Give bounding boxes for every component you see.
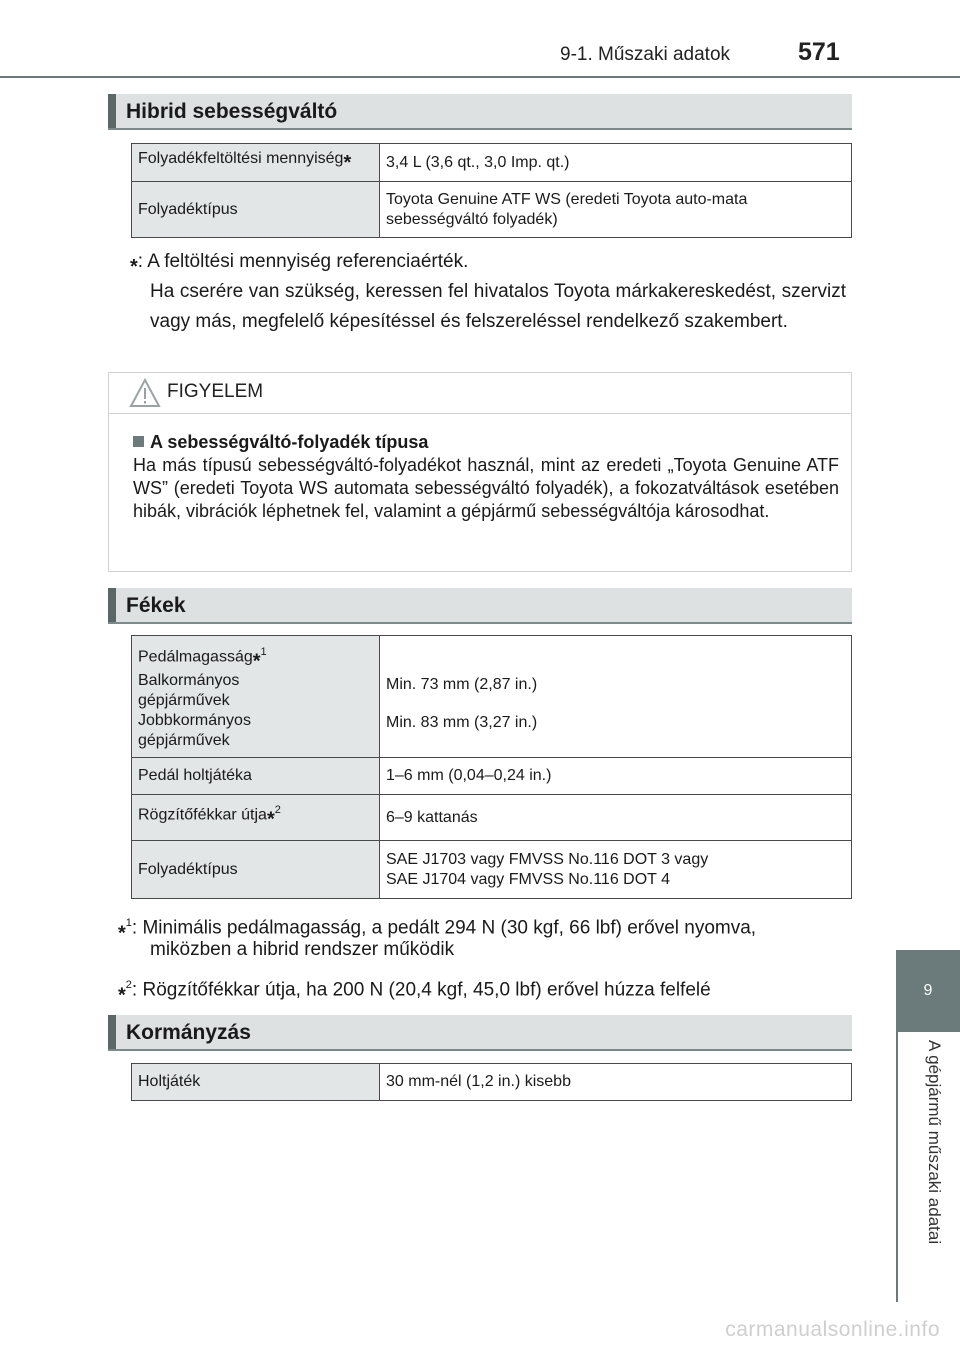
- table-key-cell: [132, 795, 380, 841]
- table-row: [132, 758, 852, 795]
- table-key-cell: Holtjáték: [132, 1064, 380, 1101]
- table-key-cell: Folyadéktípus: [132, 841, 380, 899]
- table-key-cell: [132, 144, 380, 182]
- asterisk-mark: *: [130, 256, 138, 278]
- table-value-cell: Toyota Genuine ATF WS (eredeti Toyota auto-mata sebességváltó folyadék): [380, 182, 852, 238]
- footnote-line1: : A feltöltési mennyiség referenciaérték.: [137, 251, 469, 272]
- asterisk-mark: *: [266, 808, 275, 831]
- brakes-footnote-2: [118, 970, 852, 1010]
- table-row: [132, 636, 852, 758]
- header-title: 9-1. Műszaki adatok: [560, 44, 731, 65]
- cell-text: Pedálmagasság: [138, 648, 253, 666]
- warning-header: [109, 373, 851, 414]
- table-value-cell: 3,4 L (3,6 qt., 3,0 Imp. qt.): [380, 144, 852, 182]
- footnote-ref: 1: [260, 645, 267, 658]
- bullet-square-icon: [133, 436, 144, 447]
- table-key-cell: Folyadéktípus: [132, 182, 380, 238]
- cell-value-line: SAE J1703 vagy FMVSS No.116 DOT 3 vagy: [386, 850, 709, 868]
- section-bar: [108, 94, 116, 128]
- warning-text: Ha más típusú sebességváltó-folyadékot használ, mint az eredeti „Toyota Genuine ATF WS” (eredeti Toyota WS automata sebességváltó folyadék), a fokozatváltások esetében hibák, vibrációk léphetnek fel, valamint a gépjármű sebességváltója károsodhat.: [133, 455, 839, 521]
- footnote-text: : Rögzítőfékkar útja, ha 200 N (20,4 kgf, 45,0 lbf) erővel húzza felfelé: [131, 979, 711, 1001]
- footnote-ref: 2: [274, 803, 281, 816]
- cell-subtext: Jobbkormányos gépjárművek: [138, 712, 251, 750]
- pedal-height-title-row: [138, 642, 373, 671]
- footnote-text: : Minimális pedálmagasság, a pedált 294 N (30 kgf, 66 lbf) erővel nyomva,: [131, 917, 757, 939]
- cell-text: Rögzítőfékkar útja: [138, 806, 267, 824]
- section-steering: [108, 1015, 852, 1051]
- table-row: [132, 841, 852, 899]
- section-hybrid-transmission: [108, 94, 852, 130]
- cell-value-line: SAE J1704 vagy FMVSS No.116 DOT 4: [386, 870, 670, 888]
- table-value-cell: 30 mm-nél (1,2 in.) kisebb: [380, 1064, 852, 1101]
- footnote-ref: 2: [125, 979, 132, 991]
- header-divider: [0, 76, 960, 78]
- cell-value-line: Min. 83 mm (3,27 in.): [386, 713, 538, 731]
- table-row: [132, 795, 852, 841]
- warning-title-row: [133, 431, 839, 454]
- footnote-ref: 1: [125, 917, 132, 929]
- steering-spec-table: [131, 1063, 852, 1101]
- warning-content: [133, 431, 839, 523]
- warning-triangle-icon: [129, 377, 161, 409]
- site-watermark: carmanualsonline.info: [725, 1318, 940, 1341]
- asterisk-mark: *: [118, 984, 126, 1007]
- table-row: [132, 182, 852, 238]
- table-row: [132, 144, 852, 182]
- table-value-cell: [380, 636, 852, 758]
- hybrid-footnote-body: Ha cserére van szükség, keressen fel hivatalos Toyota márkakereskedést, szervizt vagy más, megfelelő képesítéssel és felszereléssel rendelkező szakembert.: [150, 281, 846, 332]
- asterisk-mark: *: [343, 152, 352, 174]
- table-value-cell: 1–6 mm (0,04–0,24 in.): [380, 758, 852, 795]
- section-title: Fékek: [126, 594, 186, 617]
- cell-subtext: Balkormányos gépjárművek: [138, 672, 240, 710]
- section-bar: [108, 1015, 116, 1049]
- cell-value-line: Min. 73 mm (2,87 in.): [386, 675, 538, 693]
- warning-title: A sebességváltó-folyadék típusa: [150, 432, 429, 452]
- warning-box: [108, 372, 852, 572]
- chapter-tab-label: A gépjármű műszaki adatai: [925, 1040, 944, 1245]
- hybrid-spec-table: [131, 143, 852, 238]
- table-key-cell: Pedál holtjátéka: [132, 758, 380, 795]
- page-number: 571: [798, 38, 840, 66]
- warning-label: FIGYELEM: [167, 381, 264, 402]
- table-value-cell: 6–9 kattanás: [380, 795, 852, 841]
- asterisk-mark: *: [252, 650, 261, 673]
- section-title: Kormányzás: [126, 1021, 251, 1044]
- cell-text: Folyadékfeltöltési mennyiség: [138, 150, 344, 167]
- table-value-cell: [380, 841, 852, 899]
- table-key-cell: [132, 636, 380, 758]
- section-bar: [108, 588, 116, 622]
- chapter-tab-number[interactable]: 9: [896, 950, 960, 1032]
- asterisk-mark: *: [118, 922, 126, 945]
- brakes-footnote-1-cont: miközben a hibrid rendszer működik: [150, 939, 455, 960]
- section-title: Hibrid sebességváltó: [126, 100, 338, 123]
- table-row: [132, 1064, 852, 1101]
- section-brakes: [108, 588, 852, 624]
- brakes-spec-table: [131, 635, 852, 899]
